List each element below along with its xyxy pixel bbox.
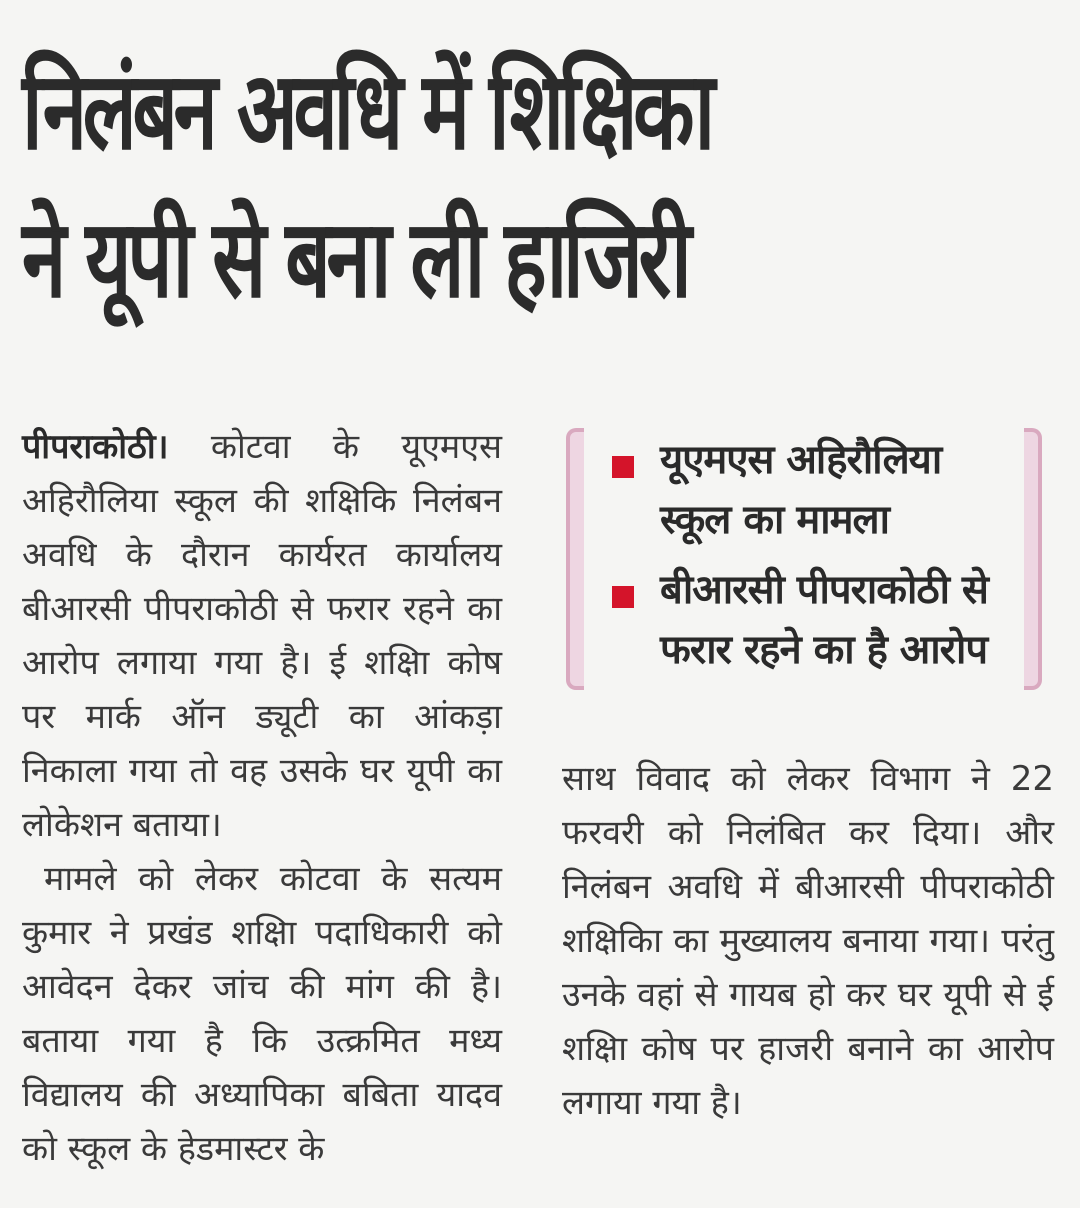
- box-bracket-left: [566, 428, 584, 690]
- highlight-point-1: [612, 430, 1022, 550]
- article-paragraph-1-text: कोटवा के यूएमएस अहिरौलिया स्कूल की शक्षिकि निलंबन अवधि के दौरान कार्यरत कार्यालय बीआरसी पीपराकोठी से फरार रहने का आरोप लगाया गया है। ई शक्षिा कोष पर मार्क ऑन ड्यूटी का आंकड़ा निकाला गया तो वह उसके घर यूपी का लोकेशन बताया।: [22, 427, 502, 845]
- highlight-point-2: [612, 560, 1022, 680]
- box-bracket-right: [1024, 428, 1042, 690]
- headline-line-1: निलंबन अवधि में शिक्षिका: [22, 49, 711, 174]
- dateline: पीपराकोठी।: [22, 427, 169, 467]
- highlight-box: [566, 428, 1042, 690]
- article-paragraph-1: [22, 420, 502, 852]
- highlight-point-1-text: यूएमएस अहिरौलिया स्कूल का मामला: [660, 437, 942, 543]
- bullet-square-icon: [612, 586, 634, 608]
- bullet-square-icon: [612, 456, 634, 478]
- headline-line-2: ने यूपी से बना ली हाजिरी: [22, 197, 688, 322]
- article-column-left: [22, 420, 502, 1176]
- highlight-point-2-text: बीआरसी पीपराकोठी से फरार रहने का है आरोप: [660, 567, 988, 673]
- article-column-right: [562, 752, 1054, 1130]
- headline: [22, 38, 792, 334]
- article-paragraph-2: मामले को लेकर कोटवा के सत्यम कुमार ने प्रखंड शक्षिा पदाधिकारी को आवेदन देकर जांच की मांग की है। बताया गया है कि उत्क्रमित मध्य विद्यालय की अध्यापिका बबिता यादव को स्कूल के हेडमास्टर के: [22, 859, 502, 1169]
- article-paragraph-3: साथ विवाद को लेकर विभाग ने 22 फरवरी को निलंबित कर दिया। और निलंबन अवधि में बीआरसी पीपराकोठी शक्षिकिा का मुख्यालय बनाया गया। परंतु उनके वहां से गायब हो कर घर यूपी से ई शक्षिा कोष पर हाजरी बनाने का आरोप लगाया गया है।: [562, 759, 1054, 1123]
